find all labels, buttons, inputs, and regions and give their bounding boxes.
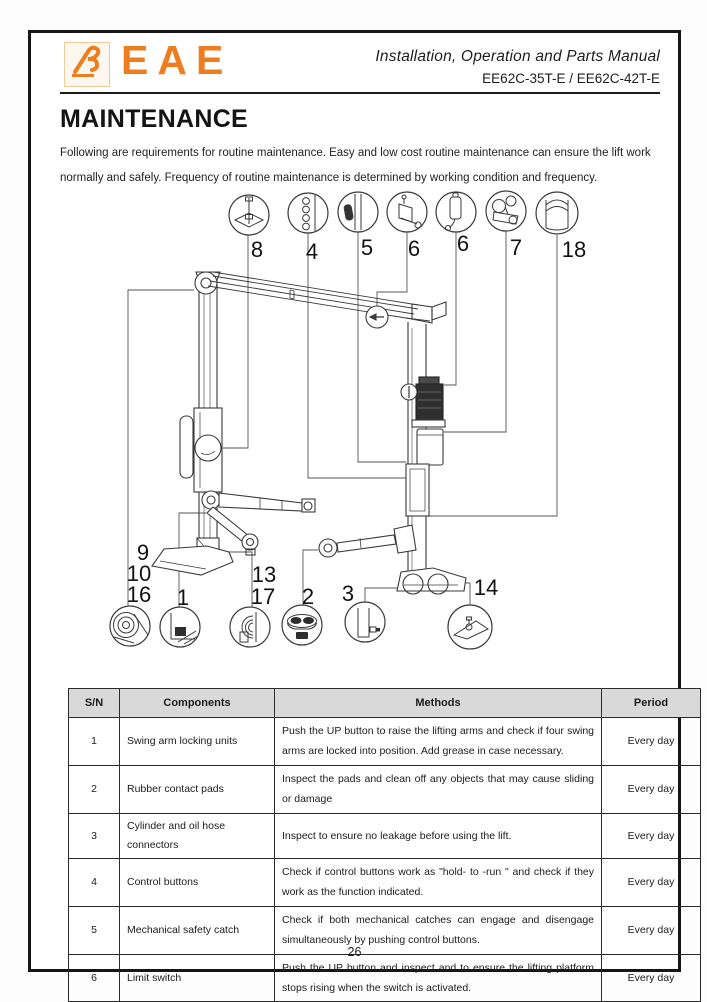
right-swing-arm	[319, 525, 416, 557]
table-header-row	[69, 689, 701, 718]
row-component: Control buttons	[120, 858, 275, 906]
col-header-component: Components	[120, 689, 275, 718]
callout-label-17: 17	[250, 584, 276, 609]
col-header-period: Period	[602, 689, 701, 718]
row-component: Mechanical safety catch	[120, 906, 275, 954]
callout-anchor-bolt	[229, 195, 269, 235]
control-box	[406, 464, 429, 516]
page-number: 26	[347, 945, 362, 959]
manual-page	[28, 30, 681, 994]
callout-arm-lock	[160, 607, 200, 647]
row-sn: 5	[69, 906, 120, 954]
callout-label-3: 3	[341, 581, 355, 606]
row-period: Every day	[602, 813, 701, 858]
callout-hose-connector	[345, 602, 385, 642]
carriage-marker	[195, 435, 221, 461]
callout-label-14: 14	[473, 575, 499, 600]
callout-roller-stack	[230, 607, 270, 647]
callout-label-6b: 6	[456, 231, 470, 256]
row-sn: 2	[69, 765, 120, 813]
section-intro: Following are requirements for routine maintenance. Easy and low cost routine maintenance can ensure the lift work normally and safely. Frequency of routine maintenance is determined by working condition and frequency.	[60, 147, 651, 184]
row-component: Limit switch	[120, 954, 275, 1002]
row-period: Every day	[602, 954, 701, 1002]
cable-pulley	[195, 272, 217, 294]
row-method: Push the UP button to raise the lifting arms and check if four swing arms are locked into position. Add grease in case necessary.	[275, 718, 602, 766]
callout-label-9: 9	[136, 540, 150, 565]
col-header-sn: S/N	[69, 689, 120, 718]
row-sn: 6	[69, 954, 120, 1002]
row-period: Every day	[602, 858, 701, 906]
callout-post-cover	[536, 192, 578, 234]
section-title: MAINTENANCE	[60, 105, 249, 133]
row-period: Every day	[602, 906, 701, 954]
rubber-pad-marker	[319, 539, 337, 557]
lift-diagram	[60, 180, 650, 675]
row-sn: 4	[69, 858, 120, 906]
row-period: Every day	[602, 765, 701, 813]
callout-label-10: 10	[126, 561, 152, 586]
callout-limit-switch-a	[387, 192, 427, 232]
row-method: Inspect the pads and clean off any objects that may cause sliding or damage	[275, 765, 602, 813]
limit-switch-marker	[366, 306, 388, 328]
callout-power-unit	[486, 191, 526, 231]
callout-rubber-pad	[282, 605, 322, 645]
callout-pulley-cable	[110, 606, 150, 646]
row-sn: 3	[69, 813, 120, 858]
callout-control-buttons	[288, 193, 328, 233]
header-rule	[60, 92, 660, 94]
col-header-methods: Methods	[275, 689, 602, 718]
callout-label-6a: 6	[407, 236, 421, 261]
row-method: Push the UP button and inspect and to ensure the lifting platform stops rising when the switch is activated.	[275, 954, 602, 1002]
row-sn: 1	[69, 718, 120, 766]
table-row	[69, 718, 701, 766]
callout-base-bolt	[448, 605, 492, 649]
callout-label-16: 16	[126, 582, 152, 607]
row-component: Rubber contact pads	[120, 765, 275, 813]
table-row	[69, 954, 701, 1002]
callout-label-13: 13	[251, 562, 277, 587]
row-method: Check if control buttons work as "hold- to -run " and check if they work as the function indicated.	[275, 858, 602, 906]
row-component: Swing arm locking units	[120, 718, 275, 766]
callout-label-8: 8	[250, 237, 264, 262]
document-title: Installation, Operation and Parts Manual	[375, 48, 660, 65]
model-numbers: EE62C-35T-E / EE62C-42T-E	[482, 71, 660, 87]
row-period: Every day	[602, 718, 701, 766]
table-row	[69, 765, 701, 813]
callout-label-1: 1	[176, 585, 190, 610]
callout-label-18: 18	[561, 237, 587, 262]
callout-label-7: 7	[509, 235, 523, 260]
row-component: Cylinder and oil hose connectors	[120, 813, 275, 858]
brand-wordmark: EAE	[121, 37, 233, 83]
eae-logo-icon	[65, 43, 107, 84]
post-cover	[180, 416, 193, 478]
lift-structure	[152, 272, 466, 594]
row-method: Inspect to ensure no leakage before using the lift.	[275, 813, 602, 858]
callout-details-bottom	[110, 602, 492, 649]
table-row	[69, 858, 701, 906]
callout-details-top	[229, 191, 578, 235]
callout-limit-switch-b	[436, 192, 476, 232]
eae-logo-box	[64, 42, 110, 87]
table-row	[69, 813, 701, 858]
header-titles	[375, 46, 660, 89]
row-method: Check if both mechanical catches can engage and disengage simultaneously by pushing control buttons.	[275, 906, 602, 954]
callout-label-5: 5	[360, 235, 374, 260]
callout-label-2: 2	[301, 584, 315, 609]
callout-label-4: 4	[305, 239, 319, 264]
callout-safety-catch	[338, 192, 378, 232]
